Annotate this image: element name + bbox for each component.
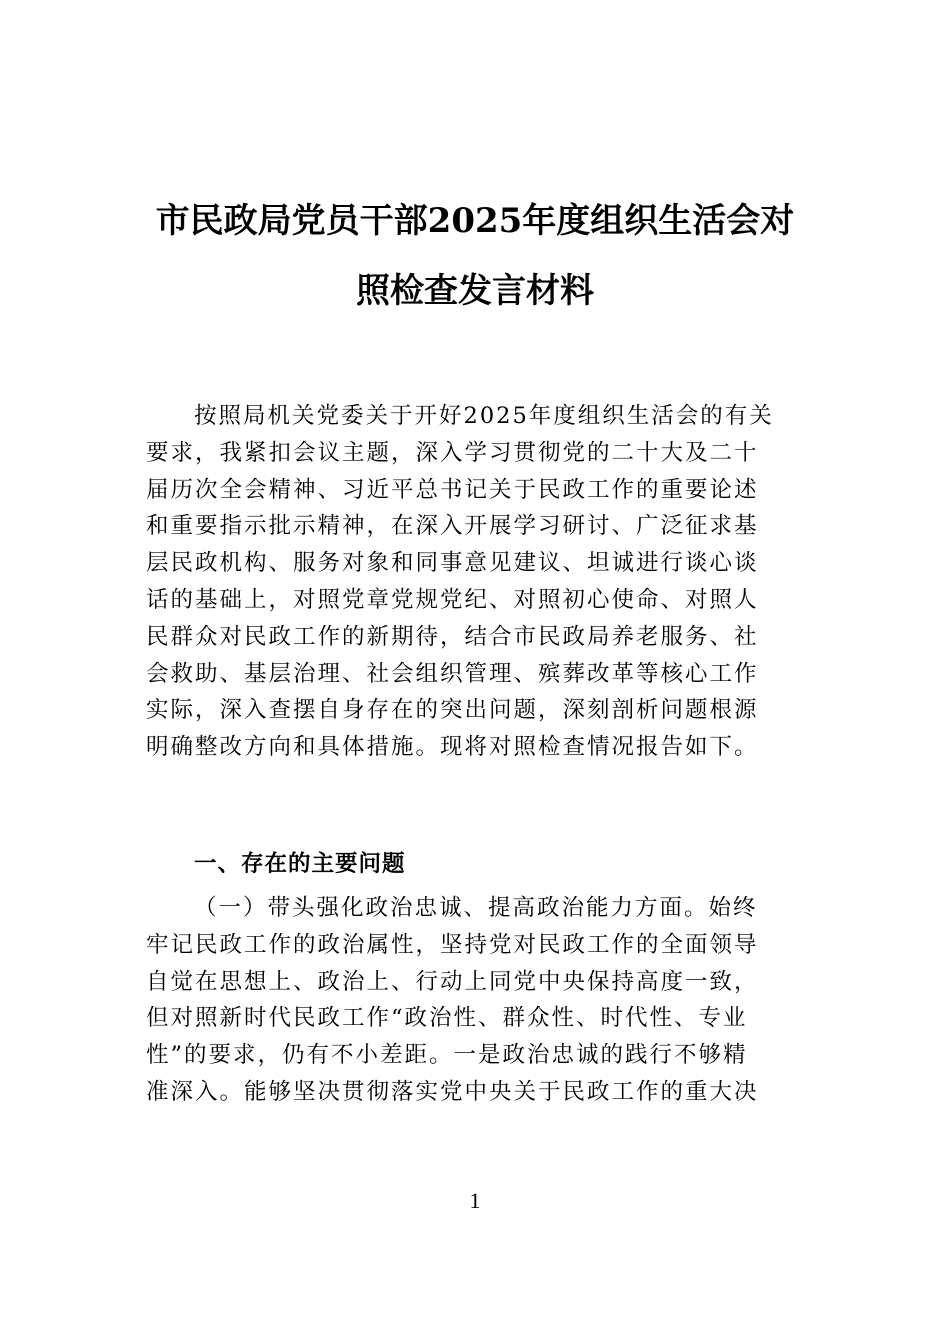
intro-paragraph [146, 398, 804, 766]
paragraph-line: 按照局机关党委关于开好2025年度组织生活会的有关 [194, 403, 774, 429]
paragraph-line: 自觉在思想上、政治上、行动上同党中央保持高度一致， [146, 968, 759, 995]
paragraph-line: （一）带头强化政治忠诚、提高政治能力方面。始终 [194, 895, 758, 921]
paragraph-line: 明确整改方向和具体措施。现将对照检查情况报告如下。 [146, 734, 759, 761]
paragraph-line: 实际，深入查摆自身存在的突出问题，深刻剖析问题根源 [146, 697, 759, 724]
paragraph-line: 届历次全会精神、习近平总书记关于民政工作的重要论述 [146, 476, 759, 503]
paragraph-line: 要求，我紧扣会议主题，深入学习贯彻党的二十大及二十 [146, 439, 759, 466]
paragraph-line: 性”的要求，仍有不小差距。一是政治忠诚的践行不够精 [146, 1042, 748, 1069]
page-number: 1 [469, 1188, 481, 1213]
paragraph-line: 但对照新时代民政工作“政治性、群众性、时代性、专业 [146, 1005, 748, 1032]
document-title [130, 186, 820, 326]
paragraph-line: 会救助、基层治理、社会组织管理、殡葬改革等核心工作 [146, 660, 759, 687]
section-heading: 一、存在的主要问题 [194, 851, 406, 877]
paragraph-line: 层民政机构、服务对象和同事意见建议、坦诚进行谈心谈 [146, 550, 759, 577]
paragraph-line: 民群众对民政工作的新期待，结合市民政局养老服务、社 [146, 623, 759, 650]
paragraph-line: 准深入。能够坚决贯彻落实党中央关于民政工作的重大决 [146, 1078, 759, 1105]
paragraph-line: 牢记民政工作的政治属性，坚持党对民政工作的全面领导 [146, 931, 759, 958]
paragraph-line: 和重要指示批示精神，在深入开展学习研讨、广泛征求基 [146, 513, 759, 540]
title-line-2: 照检查发言材料 [356, 271, 594, 311]
title-line-1: 市民政局党员干部2025年度组织生活会对 [155, 201, 795, 241]
section-paragraph [146, 890, 804, 1111]
paragraph-line: 话的基础上，对照党章党规党纪、对照初心使命、对照人 [146, 586, 759, 613]
